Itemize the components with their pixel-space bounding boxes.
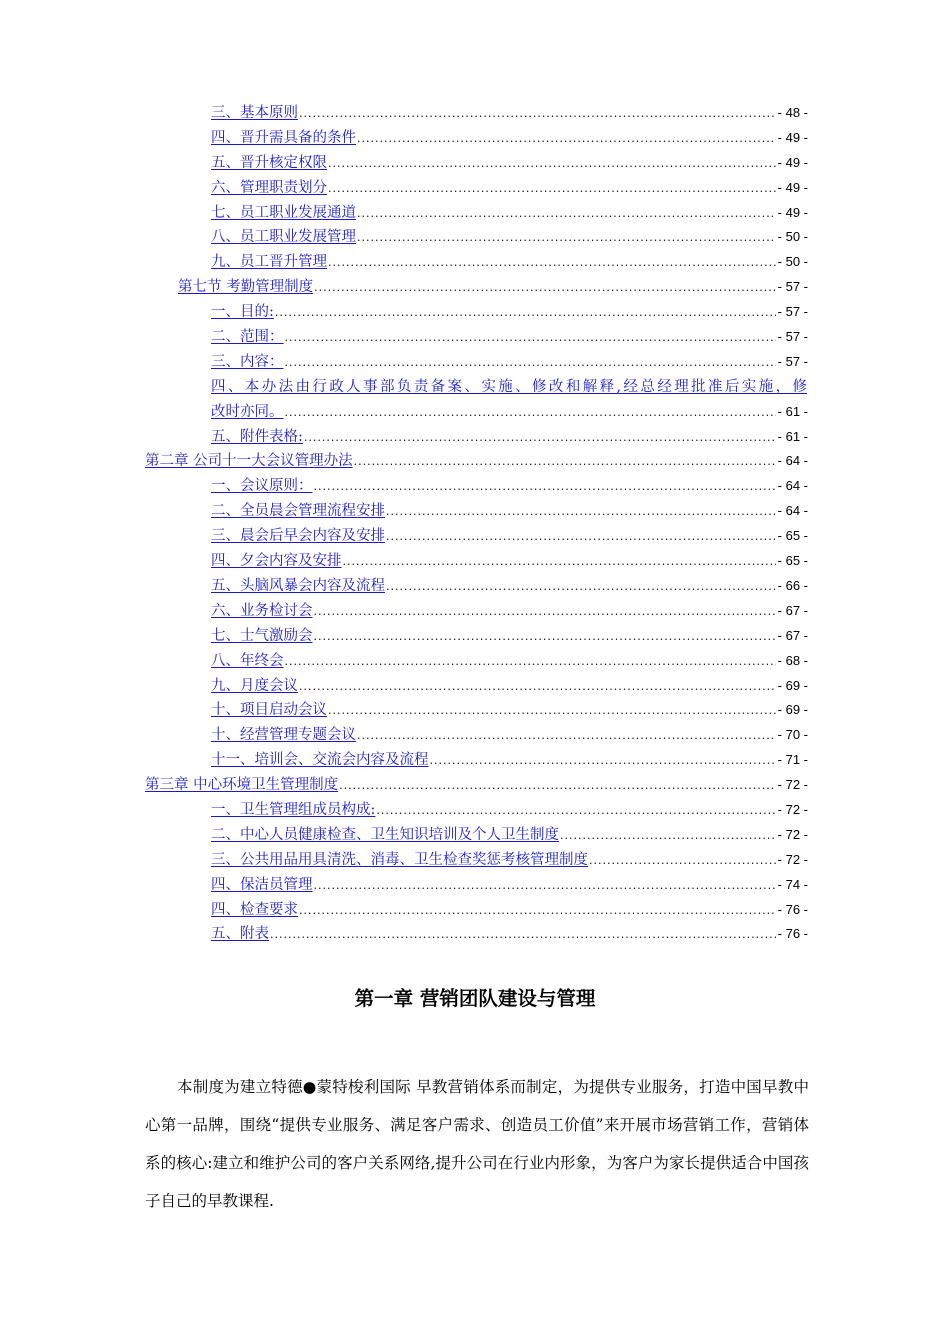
toc-entry — [211, 126, 808, 152]
toc-page-number: - 76 - — [776, 898, 808, 923]
toc-link[interactable]: 十一、培训会、交流会内容及流程 — [211, 752, 429, 769]
toc-link[interactable]: 四、保洁员管理 — [211, 876, 313, 893]
toc-page-number: - 65 - — [776, 524, 808, 549]
toc-entry — [211, 524, 808, 550]
toc-entry — [211, 698, 808, 724]
toc-entry — [145, 449, 808, 475]
toc-dot-leader — [328, 699, 808, 724]
toc-link[interactable]: 八、员工职业发展管理 — [211, 229, 356, 246]
chapter-title: 第一章 营销团队建设与管理 — [354, 987, 596, 1010]
toc-dot-leader — [560, 824, 808, 849]
toc-dot-leader — [299, 102, 808, 127]
toc-link[interactable]: 六、业务检讨会 — [211, 602, 313, 619]
toc-row — [0, 151, 950, 176]
toc-link[interactable]: 五、头脑风暴会内容及流程 — [211, 577, 385, 594]
toc-page-number: - 64 - — [776, 449, 808, 474]
toc-link[interactable]: 七、员工职业发展通道 — [211, 204, 356, 221]
toc-page-number: - 74 - — [776, 873, 808, 898]
toc-page-number: - 64 - — [776, 499, 808, 524]
toc-page-number: - 49 - — [776, 126, 808, 151]
toc-page-number: - 49 - — [776, 176, 808, 201]
toc-row — [0, 773, 950, 798]
toc-entry — [211, 101, 808, 127]
toc-dot-leader — [343, 550, 809, 575]
toc-row — [0, 275, 950, 300]
toc-dot-leader — [357, 226, 808, 251]
toc-entry — [211, 325, 808, 351]
toc-dot-leader — [285, 326, 809, 351]
toc-link[interactable]: 三、公共用品用具清洗、消毒、卫生检查奖惩考核管理制度 — [211, 851, 588, 868]
toc-dot-leader — [357, 202, 808, 227]
toc-page-number: - 48 - — [776, 101, 808, 126]
toc-row-line1 — [211, 375, 808, 400]
toc-row — [0, 748, 950, 773]
toc-link[interactable]: 十、项目启动会议 — [211, 702, 327, 719]
toc-link[interactable]: 二、中心人员健康检查、卫生知识培训及个人卫生制度 — [211, 826, 559, 843]
toc-page-number: - 72 - — [776, 823, 808, 848]
toc-page-number: - 61 - — [776, 425, 808, 450]
toc-entry — [211, 225, 808, 251]
toc-page-number: - 57 - — [776, 275, 808, 300]
toc-entry — [211, 151, 808, 177]
toc-dot-leader — [357, 127, 808, 152]
toc-dot-leader — [386, 575, 808, 600]
toc-entry — [211, 574, 808, 600]
toc-row — [0, 649, 950, 674]
toc-row — [0, 325, 950, 350]
toc-link[interactable]: 四、本办法由行政人事部负责备案、实施、修改和解释,经总经理批准后实施，修 — [211, 378, 807, 395]
toc-dot-leader — [328, 177, 808, 202]
toc-row — [0, 101, 950, 126]
toc-dot-leader — [357, 724, 808, 749]
toc-dot-leader — [314, 475, 809, 500]
toc-entry — [211, 823, 808, 849]
toc-entry — [211, 549, 808, 575]
toc-row — [0, 922, 950, 947]
toc-row — [0, 674, 950, 699]
toc-entry — [211, 674, 808, 700]
toc-page-number: - 71 - — [776, 748, 808, 773]
toc-entry — [211, 848, 808, 874]
toc-link[interactable]: 二、全员晨会管理流程安排 — [211, 503, 385, 520]
toc-row — [0, 474, 950, 499]
toc-dot-leader — [314, 276, 808, 301]
toc-page-number: - 57 - — [776, 350, 808, 375]
toc-row — [0, 300, 950, 325]
toc-page-number: - 69 - — [776, 698, 808, 723]
toc-page-number: - 66 - — [776, 574, 808, 599]
toc-link[interactable]: 第二章 公司十一大会议管理办法 — [145, 453, 353, 470]
toc-link[interactable]: 二、范围： — [211, 329, 284, 346]
toc-entry — [211, 400, 808, 426]
toc-dot-leader — [376, 799, 808, 824]
toc-row — [0, 698, 950, 723]
toc-row — [0, 201, 950, 226]
toc-row — [0, 524, 950, 549]
toc-page-number: - 68 - — [776, 649, 808, 674]
toc-link[interactable]: 九、员工晋升管理 — [211, 254, 327, 271]
toc-row — [0, 350, 950, 375]
toc-link[interactable]: 十、经营管理专题会议 — [211, 727, 356, 744]
toc-link[interactable]: 七、士气激励会 — [211, 627, 313, 644]
toc-dot-leader — [314, 600, 809, 625]
toc-row — [0, 574, 950, 599]
toc-row — [0, 425, 950, 450]
toc-row — [0, 898, 950, 923]
toc-page-number: - 67 - — [776, 624, 808, 649]
toc-page-number: - 61 - — [776, 400, 808, 425]
toc-row — [0, 599, 950, 624]
toc-page-number: - 70 - — [776, 723, 808, 748]
body-paragraph: 本制度为建立特德●蒙特梭利国际 早教营销体系而制定，为提供专业服务，打造中国早教中心第一品牌，围绕“提供专业服务、满足客户需求、创造员工价值”来开展市场营销工作，营销体系的核心:建立和维护公司的客户关系网络,提升公司在行业内形象，为客户为家长提供适合中国孩子自己的早教课程. — [145, 1078, 809, 1210]
toc-entry — [211, 922, 808, 948]
toc-link[interactable]: 一、卫生管理组成员构成: — [211, 801, 376, 818]
toc-row — [0, 798, 950, 823]
toc-row — [0, 250, 950, 275]
toc-entry — [211, 425, 808, 451]
toc-row — [0, 176, 950, 201]
toc-link[interactable]: 四、检查要求 — [211, 901, 298, 918]
toc-page-number: - 64 - — [776, 474, 808, 499]
toc-link[interactable]: 九、月度会议 — [211, 677, 298, 694]
toc-row — [0, 375, 950, 425]
toc-link[interactable]: 三、晨会后早会内容及安排 — [211, 528, 385, 545]
toc-page-number: - 72 - — [776, 798, 808, 823]
toc-link[interactable]: 八、年终会 — [211, 652, 284, 669]
toc-page-number: - 49 - — [776, 151, 808, 176]
toc-row — [0, 624, 950, 649]
toc-row — [0, 873, 950, 898]
toc-entry — [211, 300, 808, 326]
toc-entry — [178, 275, 808, 301]
toc-page-number: - 57 - — [776, 300, 808, 325]
toc-entry — [211, 748, 808, 774]
toc-link[interactable]: 三、基本原则 — [211, 105, 298, 121]
toc-entry — [211, 649, 808, 675]
toc-link[interactable]: 五、附件表格: — [211, 428, 303, 445]
toc-link[interactable]: 第三章 中心环境卫生管理制度 — [145, 777, 339, 794]
toc-entry — [145, 773, 808, 799]
toc-dot-leader — [314, 874, 809, 899]
toc-entry — [211, 474, 808, 500]
toc-link[interactable]: 一、会议原则： — [211, 478, 313, 495]
toc-link[interactable]: 一、目的: — [211, 304, 274, 321]
toc-dot-leader — [386, 525, 808, 550]
toc-page-number: - 57 - — [776, 325, 808, 350]
toc-row — [0, 723, 950, 748]
toc-dot-leader — [275, 301, 808, 326]
toc-entry — [211, 798, 808, 824]
toc-entry — [211, 350, 808, 376]
toc-page-number: - 49 - — [776, 201, 808, 226]
toc-entry — [211, 723, 808, 749]
toc-entry — [211, 873, 808, 899]
toc-page-number: - 76 - — [776, 922, 808, 947]
toc-link[interactable]: 第七节 考勤管理制度 — [178, 279, 314, 296]
toc-link[interactable]: 五、晋升核定权限 — [211, 154, 327, 171]
toc-dot-leader — [270, 923, 808, 948]
toc-link[interactable]: 五、附表 — [211, 926, 269, 943]
toc-dot-leader — [354, 450, 808, 475]
toc-row — [0, 225, 950, 250]
toc-row — [0, 549, 950, 574]
toc-entry — [211, 898, 808, 924]
toc-link[interactable]: 四、晋升需具备的条件 — [211, 129, 356, 146]
toc-link[interactable]: 改时亦同。 — [211, 403, 284, 420]
toc-entry — [211, 201, 808, 227]
toc-row — [0, 449, 950, 474]
toc-dot-leader — [314, 625, 809, 650]
toc-entry — [211, 499, 808, 525]
toc-dot-leader — [285, 401, 809, 426]
toc-page-number: - 69 - — [776, 674, 808, 699]
toc-dot-leader — [304, 426, 808, 451]
toc-page-number: - 50 - — [776, 225, 808, 250]
toc-row — [0, 499, 950, 524]
toc-dot-leader — [285, 650, 809, 675]
toc-row — [0, 823, 950, 848]
toc-page-number: - 50 - — [776, 250, 808, 275]
toc-dot-leader — [299, 899, 808, 924]
toc-link[interactable]: 六、管理职责划分 — [211, 179, 327, 196]
toc-page-number: - 65 - — [776, 549, 808, 574]
toc-row — [0, 848, 950, 873]
toc-page-number: - 72 - — [776, 848, 808, 873]
toc-entry — [211, 250, 808, 276]
table-of-contents — [0, 101, 950, 947]
toc-link[interactable]: 三、内容： — [211, 353, 284, 370]
toc-page-number: - 72 - — [776, 773, 808, 798]
toc-dot-leader — [299, 675, 808, 700]
toc-link[interactable]: 四、夕会内容及安排 — [211, 553, 342, 570]
toc-dot-leader — [285, 351, 809, 376]
toc-dot-leader — [328, 251, 808, 276]
toc-entry — [211, 624, 808, 650]
toc-dot-leader — [386, 500, 808, 525]
toc-dot-leader — [430, 749, 809, 774]
toc-dot-leader — [328, 152, 808, 177]
toc-entry — [211, 599, 808, 625]
toc-row — [0, 126, 950, 151]
toc-dot-leader — [339, 774, 808, 799]
toc-entry — [211, 176, 808, 202]
toc-page-number: - 67 - — [776, 599, 808, 624]
